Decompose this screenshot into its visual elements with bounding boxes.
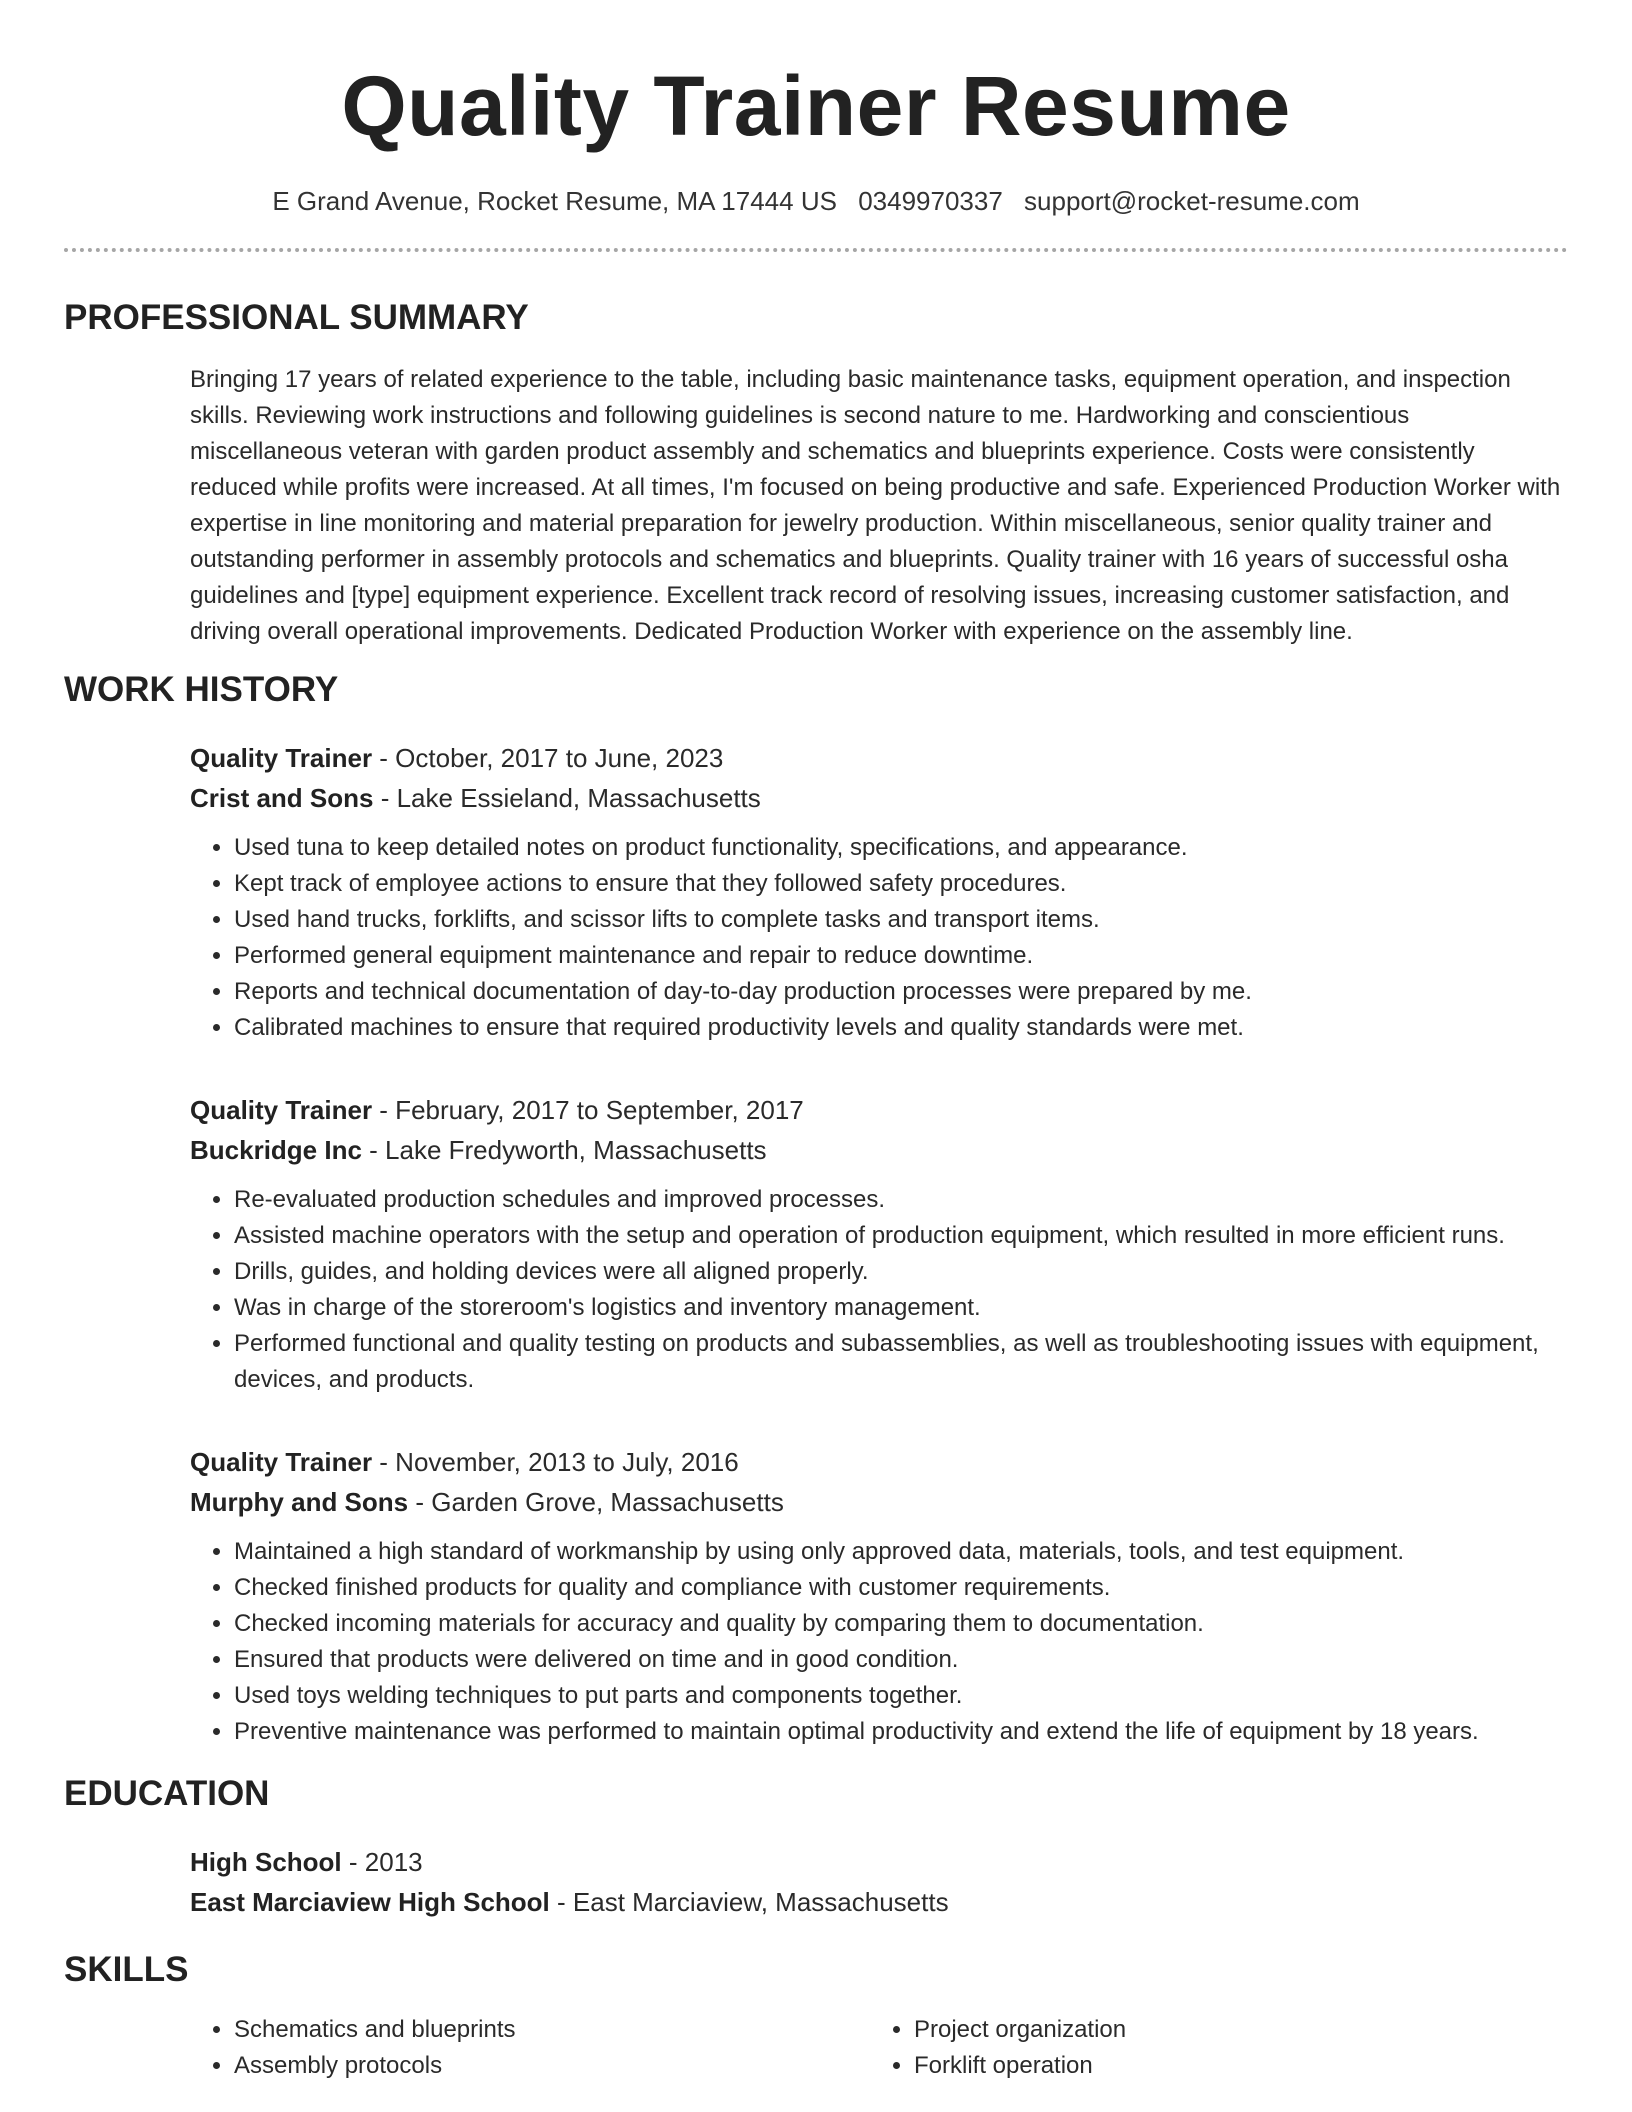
- education-location: - East Marciaview, Massachusetts: [549, 1887, 949, 1917]
- job-bullet: • Drills, guides, and holding devices were all aligned properly.: [234, 1254, 1568, 1290]
- job-title: Quality Trainer: [190, 1447, 373, 1477]
- job-location: - Lake Essieland, Massachusetts: [373, 783, 761, 813]
- job-company: Buckridge Inc: [190, 1135, 362, 1165]
- job-bullet: • Ensured that products were delivered on time and in good condition.: [234, 1642, 1568, 1678]
- job-bullet: • Assisted machine operators with the setup and operation of production equipment, which resulted in more efficient runs.: [234, 1218, 1568, 1254]
- summary-heading: PROFESSIONAL SUMMARY: [64, 298, 529, 337]
- skills-column-right: [870, 2012, 1550, 2084]
- education-school: East Marciaview High School: [190, 1887, 550, 1917]
- education-degree-line: [190, 1842, 1568, 1882]
- contact-email: support@rocket-resume.com: [1024, 186, 1360, 216]
- education-school-line: [190, 1882, 1568, 1922]
- job-title: Quality Trainer: [190, 1095, 373, 1125]
- summary-section: [64, 296, 1568, 650]
- skill-item: • Forklift operation: [914, 2048, 1550, 2084]
- job-bullet: • Used hand trucks, forklifts, and scissor lifts to complete tasks and transport items.: [234, 902, 1568, 938]
- job-title-line: [190, 1090, 1568, 1130]
- job-bullet: • Performed functional and quality testing on products and subassemblies, as well as troubleshooting issues with equipment, devices, and products.: [234, 1326, 1568, 1398]
- job-bullet: • Used toys welding techniques to put parts and components together.: [234, 1678, 1568, 1714]
- job-entry: [190, 1442, 1568, 1750]
- skills-section: [64, 1948, 1568, 2084]
- job-bullets: [190, 830, 1568, 1046]
- skills-grid: [190, 2012, 1568, 2084]
- job-title-line: [190, 1442, 1568, 1482]
- education-heading: EDUCATION: [64, 1774, 270, 1813]
- job-company-line: [190, 1130, 1568, 1170]
- job-location: - Garden Grove, Massachusetts: [408, 1487, 784, 1517]
- contact-line: [64, 184, 1568, 218]
- job-company: Murphy and Sons: [190, 1487, 409, 1517]
- job-entry: [190, 1090, 1568, 1398]
- job-title-line: [190, 738, 1568, 778]
- contact-phone: 0349970337: [858, 186, 1003, 216]
- summary-text: Bringing 17 years of related experience to the table, including basic maintenance tasks, equipment operation, and inspection skills. Reviewing work instructions and following guidelines is second nature to me. Hardworking and conscientious miscellaneous veteran with garden product assembly and schematics and blueprints experience. Costs were consistently reduced while profits were increased. At all times, I'm focused on being productive and safe. Experienced Production Worker with expertise in line monitoring and material preparation for jewelry production. Within miscellaneous, senior quality trainer and outstanding performer in assembly protocols and schematics and blueprints. Quality trainer with 16 years of successful osha guidelines and [type] equipment experience. Excellent track record of resolving issues, increasing customer satisfaction, and driving overall operational improvements. Dedicated Production Worker with experience on the assembly line.: [190, 366, 1561, 645]
- job-bullets: [190, 1182, 1568, 1398]
- job-bullet: • Reports and technical documentation of day-to-day production processes were prepared by me.: [234, 974, 1568, 1010]
- resume-page: [64, 0, 1568, 2112]
- job-company-line: [190, 1482, 1568, 1522]
- resume-title: Quality Trainer Resume: [341, 59, 1291, 153]
- contact-address: E Grand Avenue, Rocket Resume, MA 17444 US: [272, 186, 837, 216]
- education-year: - 2013: [341, 1847, 423, 1877]
- education-entry: [190, 1842, 1568, 1922]
- work-history-heading: WORK HISTORY: [64, 670, 339, 709]
- work-history-section: [64, 668, 1568, 1750]
- job-title: Quality Trainer: [190, 743, 373, 773]
- skill-item: • Schematics and blueprints: [234, 2012, 870, 2048]
- education-degree: High School: [190, 1847, 342, 1877]
- skill-item: • Assembly protocols: [234, 2048, 870, 2084]
- job-bullet: • Used tuna to keep detailed notes on product functionality, specifications, and appearance.: [234, 830, 1568, 866]
- job-bullet: • Checked incoming materials for accuracy and quality by comparing them to documentation.: [234, 1606, 1568, 1642]
- job-dates: - October, 2017 to June, 2023: [372, 743, 724, 773]
- job-bullets: [190, 1534, 1568, 1750]
- job-entry: [190, 738, 1568, 1046]
- skill-item: • Project organization: [914, 2012, 1550, 2048]
- job-list: [190, 738, 1568, 1750]
- job-bullet: • Preventive maintenance was performed to maintain optimal productivity and extend the life of equipment by 18 years.: [234, 1714, 1568, 1750]
- job-bullet: • Was in charge of the storeroom's logistics and inventory management.: [234, 1290, 1568, 1326]
- job-bullet: • Calibrated machines to ensure that required productivity levels and quality standards were met.: [234, 1010, 1568, 1046]
- job-dates: - February, 2017 to September, 2017: [372, 1095, 804, 1125]
- job-company: Crist and Sons: [190, 783, 374, 813]
- job-dates: - November, 2013 to July, 2016: [372, 1447, 739, 1477]
- skills-heading: SKILLS: [64, 1950, 189, 1989]
- job-bullet: • Performed general equipment maintenance and repair to reduce downtime.: [234, 938, 1568, 974]
- job-bullet: • Kept track of employee actions to ensure that they followed safety procedures.: [234, 866, 1568, 902]
- job-bullet: • Checked finished products for quality and compliance with customer requirements.: [234, 1570, 1568, 1606]
- job-bullet: • Re-evaluated production schedules and improved processes.: [234, 1182, 1568, 1218]
- job-location: - Lake Fredyworth, Massachusetts: [361, 1135, 767, 1165]
- job-company-line: [190, 778, 1568, 818]
- job-bullet: • Maintained a high standard of workmanship by using only approved data, materials, tools, and test equipment.: [234, 1534, 1568, 1570]
- header-divider: [64, 248, 1568, 252]
- skills-column-left: [190, 2012, 870, 2084]
- education-section: [64, 1772, 1568, 1922]
